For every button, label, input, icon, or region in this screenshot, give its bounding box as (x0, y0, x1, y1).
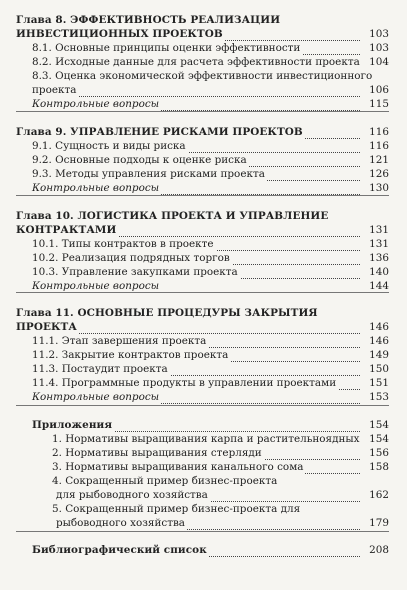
toc-page-number: 116 (369, 126, 389, 138)
toc-entry-title: Приложения (32, 419, 113, 431)
toc-entry-title: Глава 10. ЛОГИСТИКА ПРОЕКТА И УПРАВЛЕНИЕ (16, 210, 329, 222)
toc-row (0, 139, 407, 153)
toc-page-number: 121 (369, 154, 389, 166)
toc-page-number: 146 (369, 335, 389, 347)
leader-dots (32, 86, 360, 97)
toc-page-number: 153 (369, 391, 389, 403)
toc-row (0, 502, 407, 516)
toc-row (0, 13, 407, 27)
toc-row (0, 97, 407, 111)
toc-entry-title: 8.3. Оценка экономической эффективности инвестиционного (32, 70, 373, 82)
toc-row (0, 543, 407, 557)
toc-entry-title: 11.1. Этап завершения проекта (32, 335, 207, 347)
toc-page-number: 104 (369, 56, 389, 68)
section-divider (16, 531, 389, 532)
toc-row (0, 279, 407, 293)
toc-page-number: 103 (369, 28, 389, 40)
toc-entry-title: 11.4. Программные продукты в управлении проектами (32, 377, 337, 389)
toc-row (0, 55, 407, 69)
toc-entry-title: Контрольные вопросы (32, 391, 160, 403)
toc-entry-title: 8.1. Основные принципы оценки эффективности (32, 42, 301, 54)
toc-row (0, 153, 407, 167)
toc-row (0, 516, 407, 530)
toc-page-number: 103 (369, 42, 389, 54)
toc-entry-title: 10.1. Типы контрактов в проекте (32, 238, 214, 250)
toc-entry-title: Контрольные вопросы (32, 98, 160, 110)
toc-entry-title: 3. Нормативы выращивания канального сома (52, 461, 304, 473)
toc-row (0, 223, 407, 237)
section-divider (16, 292, 389, 293)
toc-page-number: 149 (369, 349, 389, 361)
toc-row (0, 265, 407, 279)
toc-entry-title: Контрольные вопросы (32, 280, 160, 292)
toc-row (0, 348, 407, 362)
toc-row (0, 376, 407, 390)
toc-row (0, 320, 407, 334)
toc-entry-title: рыбоводного хозяйства (56, 517, 185, 529)
toc-entry-title: 11.3. Постаудит проекта (32, 363, 168, 375)
toc-page-number: 150 (369, 363, 389, 375)
toc-page-number: 131 (369, 238, 389, 250)
toc-entry-title: Контрольные вопросы (32, 182, 160, 194)
toc-entry-title: Глава 8. ЭФФЕКТИВНОСТЬ РЕАЛИЗАЦИИ (16, 14, 281, 26)
toc-row (0, 251, 407, 265)
toc-row (0, 83, 407, 97)
toc-row (0, 460, 407, 474)
toc-row (0, 474, 407, 488)
toc-entry-title: 4. Сокращенный пример бизнес-проекта (52, 475, 278, 487)
section-divider (16, 405, 389, 406)
toc-row (0, 488, 407, 502)
toc-row (0, 446, 407, 460)
toc-row (0, 209, 407, 223)
toc-page-number: 158 (369, 461, 389, 473)
toc-row (0, 432, 407, 446)
toc-row (0, 41, 407, 55)
toc-page-number: 179 (369, 517, 389, 529)
toc-page-number: 146 (369, 321, 389, 333)
toc-entry-title: 9.2. Основные подходы к оценке риска (32, 154, 247, 166)
toc-row (0, 167, 407, 181)
toc-entry-title: Библиографический список (32, 544, 207, 556)
toc-row (0, 27, 407, 41)
toc-entry-title: Глава 9. УПРАВЛЕНИЕ РИСКАМИ ПРОЕКТОВ (16, 126, 303, 138)
toc-page-number: 154 (369, 419, 389, 431)
toc-entry-title: 9.3. Методы управления рисками проекта (32, 168, 265, 180)
toc-row (0, 306, 407, 320)
toc-entry-title: ПРОЕКТА (16, 321, 77, 333)
toc-entry-title: КОНТРАКТАМИ (16, 224, 117, 236)
toc-page-number: 115 (369, 98, 389, 110)
toc-row (0, 390, 407, 404)
toc-entry-title: 10.3. Управление закупками проекта (32, 266, 238, 278)
toc-entry-title: 2. Нормативы выращивания стерляди (52, 447, 262, 459)
toc-page-number: 154 (369, 433, 389, 445)
toc-entry-title: Глава 11. ОСНОВНЫЕ ПРОЦЕДУРЫ ЗАКРЫТИЯ (16, 307, 318, 319)
toc-row (0, 181, 407, 195)
toc-entry-title: 8.2. Исходные данные для расчета эффективности проекта (32, 56, 360, 68)
toc-entry-title: 1. Нормативы выращивания карпа и растительноядных (52, 433, 360, 445)
toc-page-number: 106 (369, 84, 389, 96)
toc-page-number: 162 (369, 489, 389, 501)
toc-entry-title: 11.2. Закрытие контрактов проекта (32, 349, 229, 361)
toc-entry-title: проекта (32, 84, 77, 96)
section-divider (16, 195, 389, 196)
toc-page-number: 151 (369, 377, 389, 389)
toc-entry-title: 5. Сокращенный пример бизнес-проекта для (52, 503, 301, 515)
toc-page-number: 136 (369, 252, 389, 264)
toc-row (0, 418, 407, 432)
toc-page-number: 116 (369, 140, 389, 152)
toc-page-number: 144 (369, 280, 389, 292)
toc-page-number: 208 (369, 544, 389, 556)
toc-row (0, 362, 407, 376)
toc-row (0, 125, 407, 139)
toc-entry-title: ИНВЕСТИЦИОННЫХ ПРОЕКТОВ (16, 28, 223, 40)
toc-page-number: 140 (369, 266, 389, 278)
toc-entry-title: для рыбоводного хозяйства (56, 489, 208, 501)
toc-page-number: 156 (369, 447, 389, 459)
toc-entry-title: 10.2. Реализация подрядных торгов (32, 252, 230, 264)
toc-entry-title: 9.1. Сущность и виды риска (32, 140, 186, 152)
toc-page-number: 126 (369, 168, 389, 180)
toc-row (0, 69, 407, 83)
toc-row (0, 237, 407, 251)
section-divider (16, 111, 389, 112)
toc-page-number: 131 (369, 224, 389, 236)
toc-row (0, 334, 407, 348)
toc-page-number: 130 (369, 182, 389, 194)
